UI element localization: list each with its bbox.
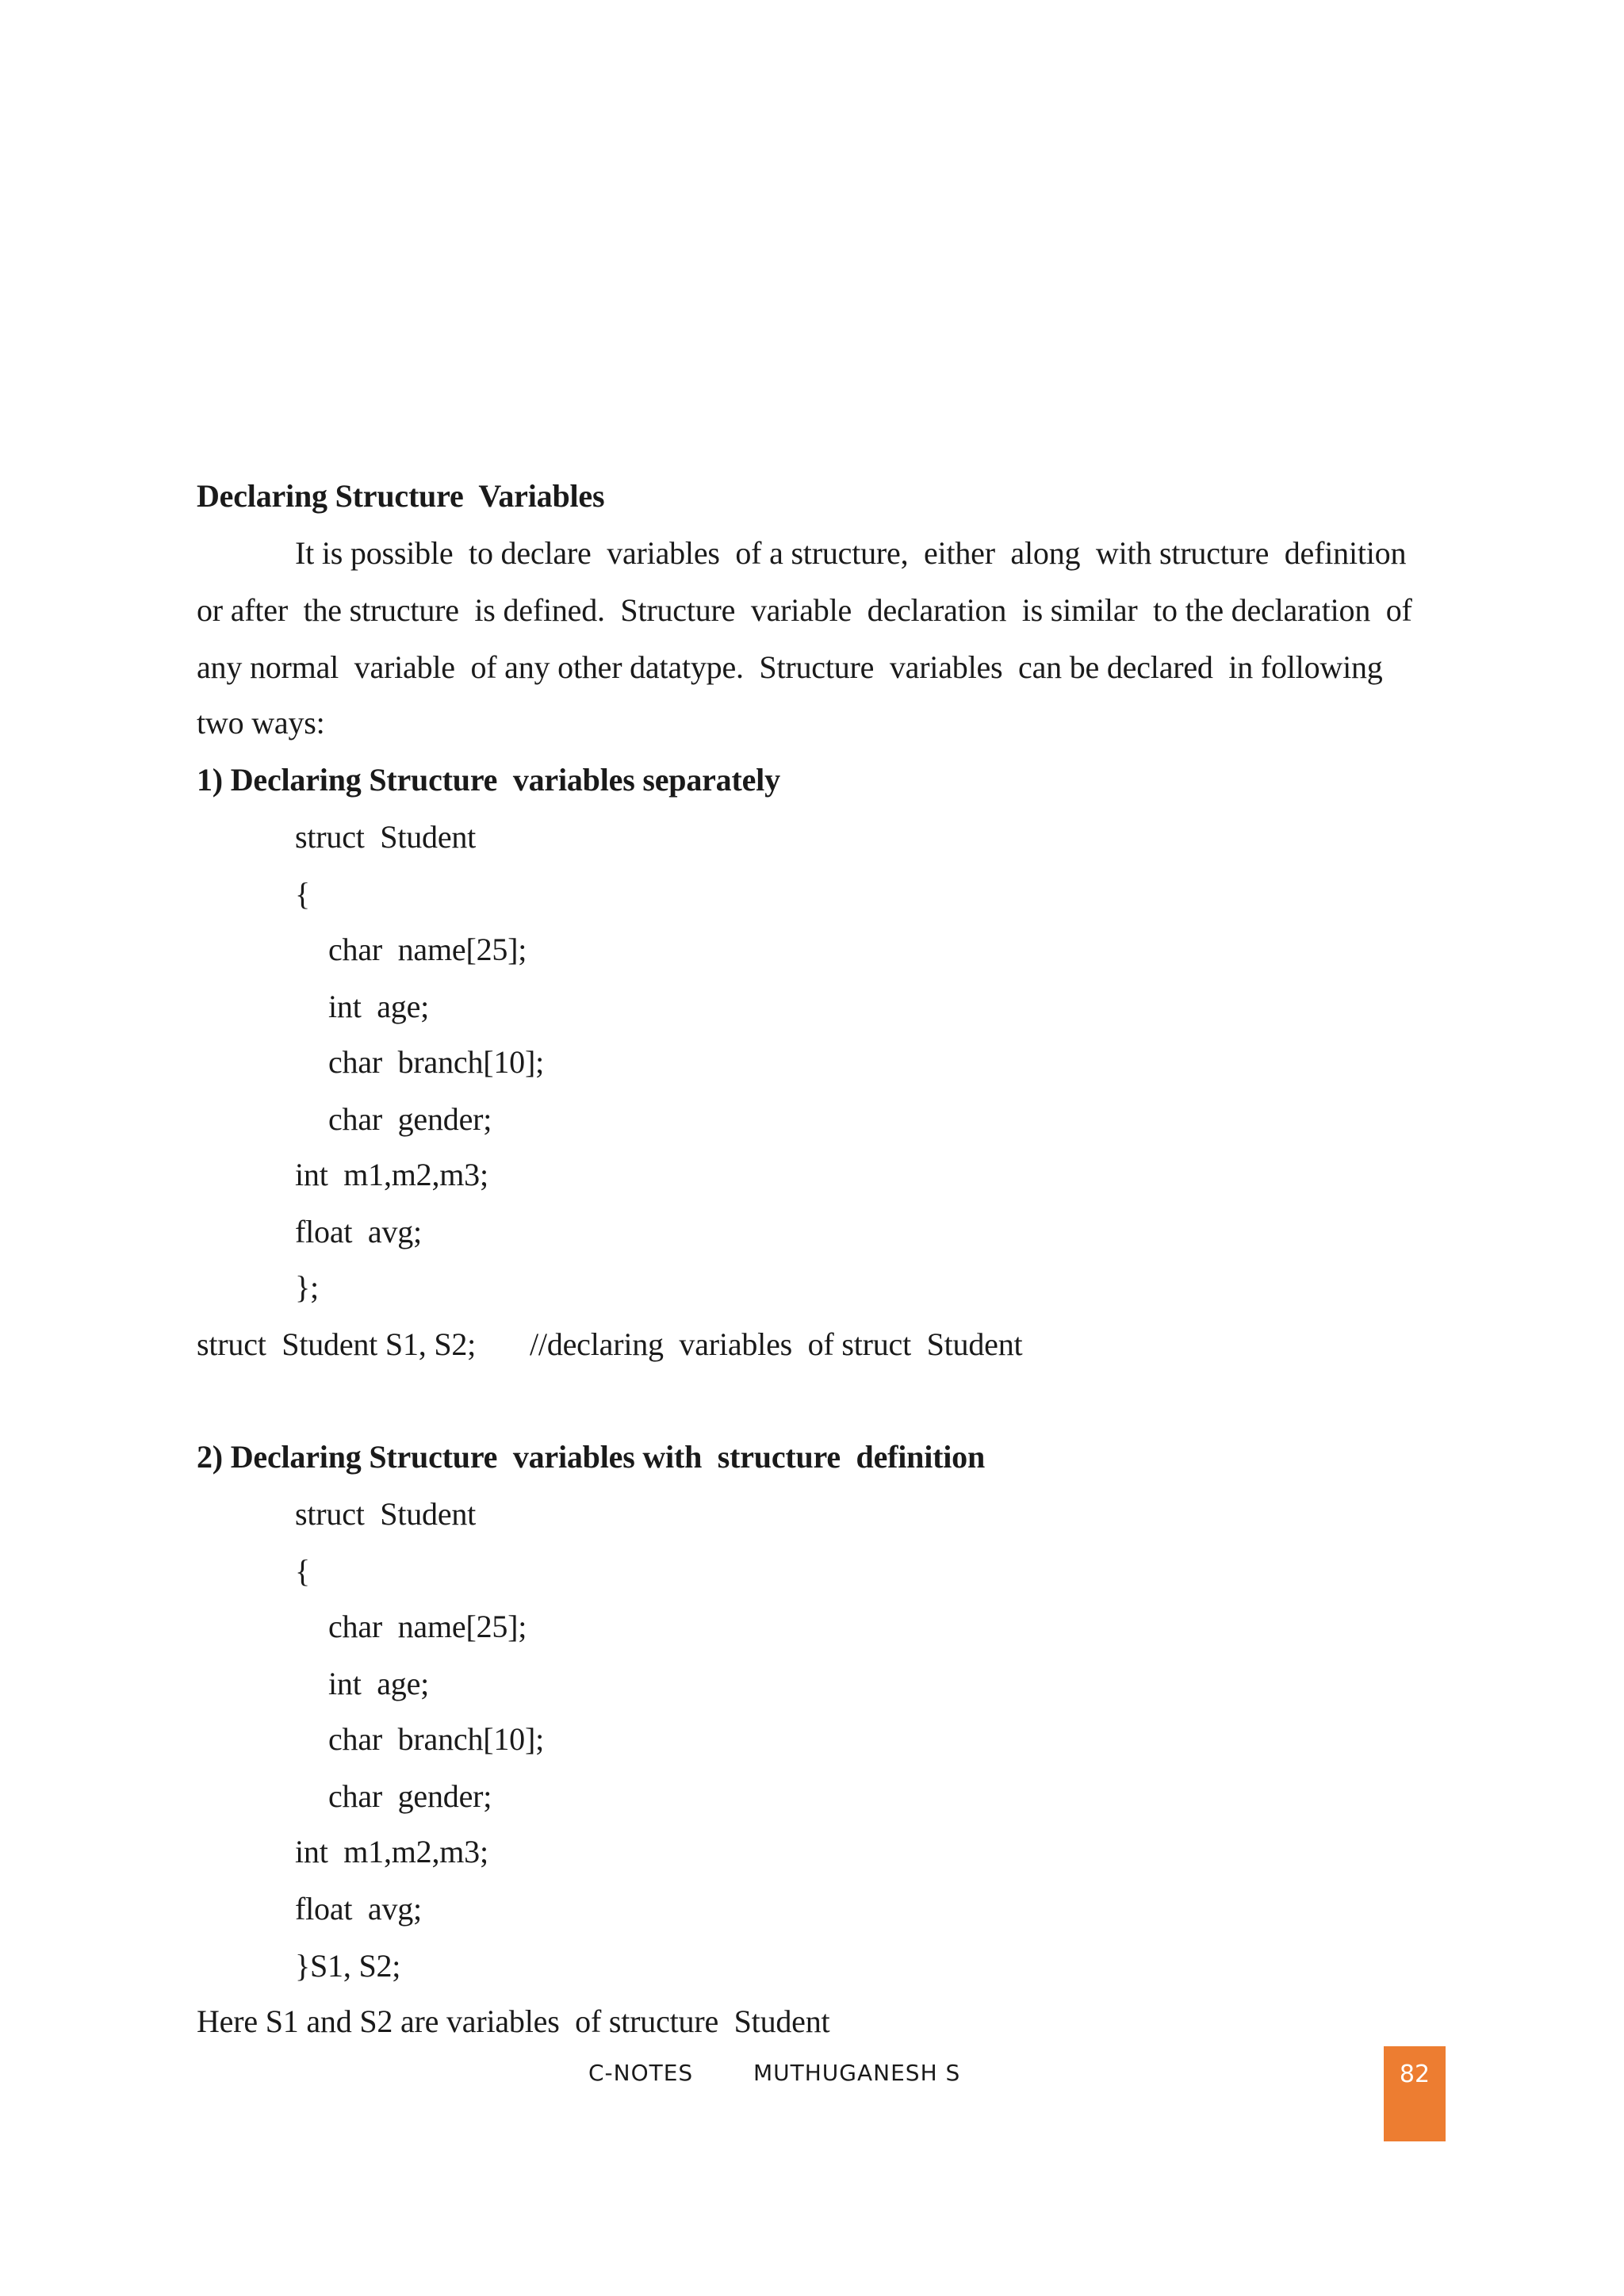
- page-number-badge: 82: [1384, 2046, 1446, 2141]
- footer-author: MUTHUGANESH S: [753, 2060, 961, 2086]
- code-line: struct Student: [295, 1496, 477, 1532]
- subsection-title-2: 2) Declaring Structure variables with structure definition: [197, 1439, 985, 1475]
- closing-note: Here S1 and S2 are variables of structure Student: [197, 2003, 830, 2039]
- code-line: {: [295, 876, 310, 912]
- code-line: };: [295, 1269, 319, 1305]
- code-line: char name[25];: [328, 932, 527, 967]
- code-line: int age;: [328, 989, 430, 1024]
- footer-title: C-NOTES: [588, 2060, 694, 2086]
- code-line: char gender;: [328, 1778, 492, 1814]
- paragraph-line-1: It is possible to declare variables of a structure, either along with structure definition: [295, 535, 1407, 571]
- code-line: char branch[10];: [328, 1721, 545, 1757]
- section-heading: Declaring Structure Variables: [197, 478, 605, 514]
- code-line: int age;: [328, 1666, 430, 1701]
- code-line: char name[25];: [328, 1609, 527, 1644]
- code-line: char branch[10];: [328, 1044, 545, 1080]
- code-line: char gender;: [328, 1101, 492, 1137]
- code-line: float avg;: [295, 1214, 422, 1249]
- code-line: float avg;: [295, 1891, 422, 1927]
- code-line: int m1,m2,m3;: [295, 1157, 488, 1192]
- code-line: int m1,m2,m3;: [295, 1834, 488, 1869]
- paragraph-line-3: any normal variable of any other datatype. Structure variables can be declared in following: [197, 649, 1383, 685]
- code-line: }S1, S2;: [295, 1948, 401, 1984]
- paragraph-line-2: or after the structure is defined. Structure variable declaration is similar to the declaration of: [197, 592, 1412, 628]
- subsection-title-1: 1) Declaring Structure variables separately: [197, 762, 780, 798]
- paragraph-line-4: two ways:: [197, 705, 325, 740]
- code-line: struct Student: [295, 819, 477, 855]
- code-comment: //declaring variables of struct Student: [530, 1326, 1023, 1362]
- code-line: {: [295, 1553, 310, 1589]
- variable-declaration: struct Student S1, S2;: [197, 1326, 477, 1362]
